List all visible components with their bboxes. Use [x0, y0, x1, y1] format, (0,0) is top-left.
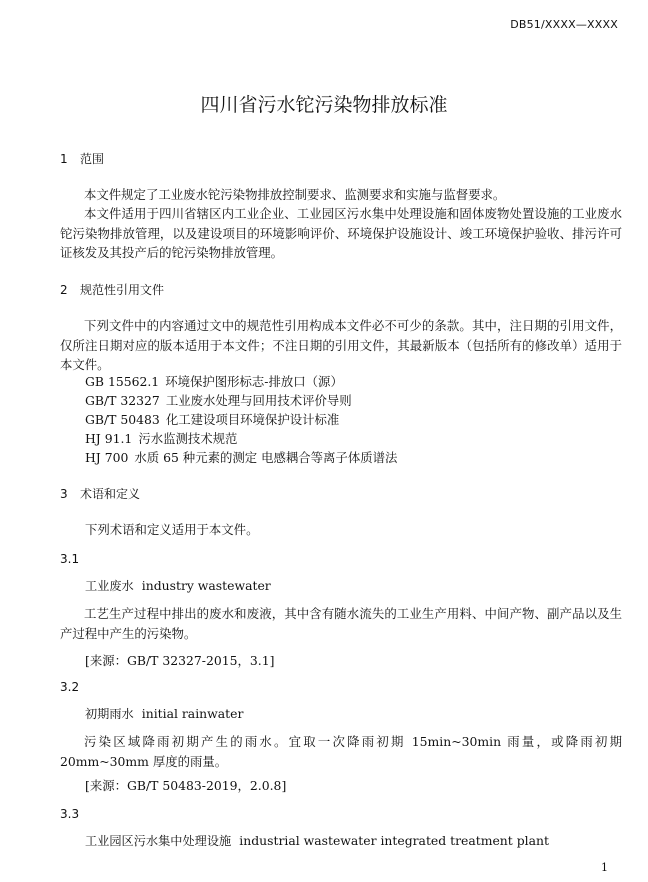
term-english: industrial wastewater integrated treatment plant	[239, 833, 549, 848]
section-number: 1	[60, 152, 68, 166]
term-entry	[85, 705, 243, 723]
section-title: 术语和定义	[80, 487, 141, 501]
reference-item	[85, 449, 397, 467]
scope-paragraph-2: 本文件适用于四川省辖区内工业企业、工业园区污水集中处理设施和固体废物处置设施的工业废水铊污染物排放管理，以及建设项目的环境影响评价、环境保护设施设计、竣工环境保护验收、排污许可证核发及其投产后的铊污染物排放管理。	[60, 206, 622, 260]
term-number: 3.1	[60, 552, 80, 566]
document-number: DB51/XXXX—XXXX	[510, 18, 618, 31]
reference-item	[85, 373, 343, 391]
section-heading-normative-references	[60, 281, 164, 299]
term-definition: 工艺生产过程中排出的废水和废液，其中含有随水流失的工业生产用料、中间产物、副产品以及生产过程中产生的污染物。	[60, 606, 622, 641]
reference-code: GB/T 50483	[85, 412, 160, 427]
page-number: 1	[601, 861, 608, 874]
reference-item	[85, 430, 237, 448]
section-title: 范围	[80, 152, 105, 166]
reference-title: 污水监测技术规范	[138, 431, 238, 446]
term-english: industry wastewater	[141, 578, 271, 593]
section-heading-scope	[60, 150, 104, 168]
term-entry	[85, 577, 271, 595]
section-heading-terms-definitions	[60, 485, 140, 503]
term-chinese: 工业园区污水集中处理设施	[85, 834, 232, 848]
term-chinese: 初期雨水	[85, 707, 134, 721]
reference-title: 化工建设项目环境保护设计标准	[165, 412, 340, 427]
scope-paragraph-1: 本文件规定了工业废水铊污染物排放控制要求、监测要求和实施与监督要求。	[84, 187, 506, 202]
section-number: 2	[60, 283, 68, 297]
reference-code: GB/T 32327	[85, 393, 160, 408]
term-number: 3.3	[60, 807, 80, 821]
references-intro-paragraph: 下列文件中的内容通过文中的规范性引用构成本文件必不可少的条款。其中，注日期的引用文件，仅所注日期对应的版本适用于本文件；不注日期的引用文件，其最新版本（包括所有的修改单）适用于本文件。	[60, 318, 622, 372]
reference-code: GB 15562.1	[85, 374, 160, 389]
terms-intro: 下列术语和定义适用于本文件。	[85, 522, 259, 537]
reference-title: 水质 65 种元素的测定 电感耦合等离子体质谱法	[134, 450, 398, 465]
term-english: initial rainwater	[141, 706, 244, 721]
document-title: 四川省污水铊污染物排放标准	[200, 94, 448, 116]
section-number: 3	[60, 487, 68, 501]
term-source: [来源：GB/T 50483-2019，2.0.8]	[85, 778, 287, 793]
term-entry	[85, 832, 549, 850]
reference-title: 环境保护图形标志-排放口（源）	[165, 374, 343, 389]
reference-title: 工业废水处理与回用技术评价导则	[165, 393, 352, 408]
term-chinese: 工业废水	[85, 579, 134, 593]
reference-item	[85, 392, 352, 410]
term-number: 3.2	[60, 680, 80, 694]
section-title: 规范性引用文件	[80, 283, 165, 297]
reference-code: HJ 91.1	[85, 431, 133, 446]
term-source: [来源：GB/T 32327-2015，3.1]	[85, 653, 275, 668]
reference-item	[85, 411, 339, 429]
term-definition: 污染区域降雨初期产生的雨水。宜取一次降雨初期 15min~30min 雨量，或降雨初期 20mm~30mm 厚度的雨量。	[60, 734, 622, 769]
reference-code: HJ 700	[85, 450, 129, 465]
